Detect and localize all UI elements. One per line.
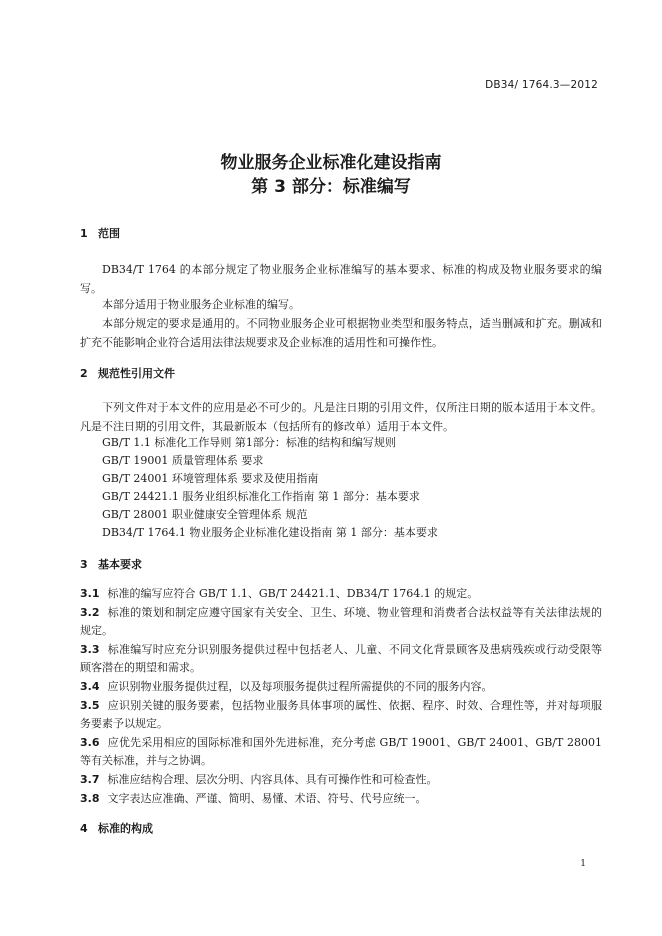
clause-text: 应识别物业服务提供过程，以及每项服务提供过程所需提供的不同的服务内容。	[107, 680, 493, 693]
reference-item: GB/T 19001 质量管理体系 要求	[102, 454, 264, 467]
clause	[80, 641, 602, 677]
clause-number: 3.6	[80, 736, 100, 749]
paragraph: DB34/T 1764 的本部分规定了物业服务企业标准编写的基本要求、标准的构成及物业服务要求的编写。	[80, 263, 602, 295]
section-number: 2	[80, 367, 88, 380]
section-3-heading	[80, 556, 142, 572]
clause	[80, 678, 602, 696]
clause-number: 3.3	[80, 643, 100, 656]
clause	[80, 790, 602, 808]
reference-item: GB/T 24421.1 服务业组织标准化工作指南 第 1 部分：基本要求	[102, 490, 420, 503]
clause	[80, 771, 602, 789]
page-number: 1	[580, 859, 586, 869]
clause-number: 3.5	[80, 699, 100, 712]
clause	[80, 585, 602, 603]
clause	[80, 604, 602, 640]
clause-number: 3.2	[80, 606, 100, 619]
clause-number: 3.7	[80, 773, 100, 786]
clause-number: 3.8	[80, 792, 100, 805]
clause	[80, 734, 602, 770]
reference-item: DB34/T 1764.1 物业服务企业标准化建设指南 第 1 部分：基本要求	[102, 526, 438, 539]
section-number: 3	[80, 558, 88, 571]
section-title: 范围	[98, 227, 120, 240]
standard-number: DB34/ 1764.3—2012	[485, 79, 598, 91]
clause-number: 3.1	[80, 587, 100, 600]
section-title: 基本要求	[98, 558, 142, 571]
section-1-heading	[80, 225, 120, 241]
section-number: 4	[80, 822, 88, 835]
document-subtitle: 第 3 部分：标准编写	[251, 177, 411, 197]
clause-text: 应优先采用相应的国际标准和国外先进标准，充分考虑 GB/T 19001、GB/T 24001、GB/T 28001 等有关标准，并与之协调。	[80, 736, 602, 767]
section-4-heading	[80, 820, 153, 836]
clause-text: 标准编写时应充分识别服务提供过程中包括老人、儿童、不同文化背景顾客及患病残疾或行动受限等顾客潜在的期望和需求。	[80, 643, 602, 674]
section-title: 标准的构成	[98, 822, 153, 835]
paragraph: 本部分规定的要求是通用的。不同物业服务企业可根据物业类型和服务特点，适当删减和扩充。删减和扩充不能影响企业符合适用法律法规要求及企业标准的适用性和可操作性。	[80, 317, 602, 349]
clause-text: 文字表达应准确、严谨、简明、易懂、术语、符号、代号应统一。	[107, 792, 427, 805]
reference-item: GB/T 1.1 标准化工作导则 第1部分：标准的结构和编写规则	[102, 436, 396, 449]
reference-item: GB/T 28001 职业健康安全管理体系 规范	[102, 508, 308, 521]
section-number: 1	[80, 227, 88, 240]
clause	[80, 697, 602, 733]
clause-text: 应识别关键的服务要素，包括物业服务具体事项的属性、依据、程序、时效、合理性等，并对每项服务要素予以规定。	[80, 699, 602, 730]
clause-text: 标准的编写应符合 GB/T 1.1、GB/T 24421.1、DB34/T 1764.1 的规定。	[107, 587, 479, 600]
clause-text: 标准应结构合理、层次分明、内容具体、具有可操作性和可检查性。	[107, 773, 438, 786]
reference-item: GB/T 24001 环境管理体系 要求及使用指南	[102, 472, 319, 485]
clause-text: 标准的策划和制定应遵守国家有关安全、卫生、环境、物业管理和消费者合法权益等有关法律法规的规定。	[80, 606, 602, 637]
clause-number: 3.4	[80, 680, 100, 693]
paragraph: 本部分适用于物业服务企业标准的编写。	[102, 298, 300, 311]
paragraph: 下列文件对于本文件的应用是必不可少的。凡是注日期的引用文件，仅所注日期的版本适用于本文件。凡是不注日期的引用文件，其最新版本（包括所有的修改单）适用于本文件。	[80, 401, 602, 433]
section-title: 规范性引用文件	[98, 367, 175, 380]
document-title: 物业服务企业标准化建设指南	[220, 153, 442, 173]
section-2-heading	[80, 365, 175, 381]
